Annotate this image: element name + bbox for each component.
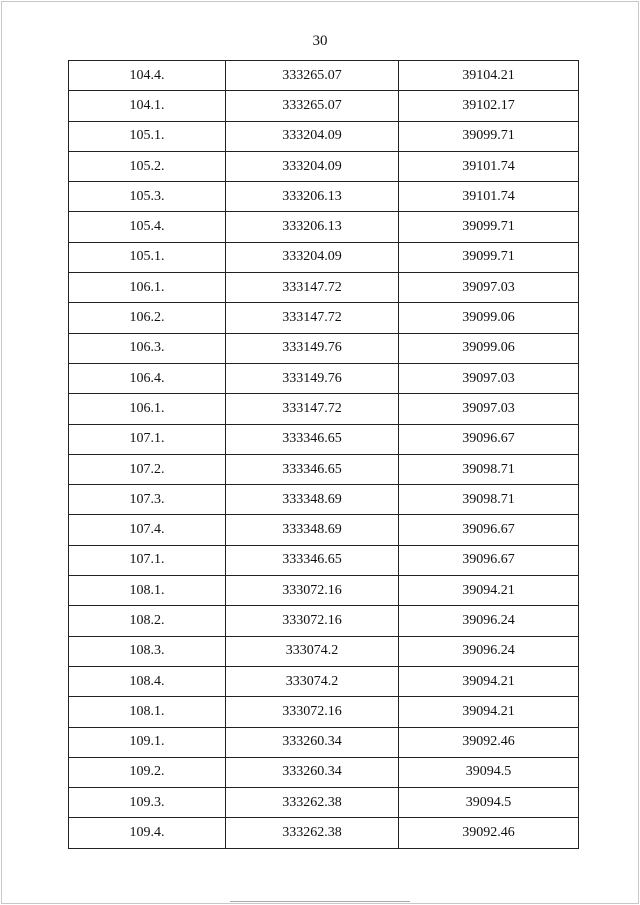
point-number-cell: 107.2.: [69, 454, 226, 484]
y-coordinate-cell: 39096.67: [399, 545, 579, 575]
x-coordinate-cell: 333348.69: [226, 485, 399, 515]
coordinates-table: [68, 60, 579, 849]
point-number-cell: 107.3.: [69, 485, 226, 515]
point-number-cell: 104.4.: [69, 61, 226, 91]
y-coordinate-cell: 39098.71: [399, 485, 579, 515]
x-coordinate-cell: 333206.13: [226, 212, 399, 242]
table-row: [69, 576, 579, 606]
table-row: [69, 666, 579, 696]
y-coordinate-cell: 39099.06: [399, 303, 579, 333]
point-number-cell: 108.1.: [69, 697, 226, 727]
point-number-cell: 108.3.: [69, 636, 226, 666]
point-number-cell: 105.1.: [69, 242, 226, 272]
x-coordinate-cell: 333074.2: [226, 666, 399, 696]
y-coordinate-cell: 39104.21: [399, 61, 579, 91]
point-number-cell: 108.4.: [69, 666, 226, 696]
x-coordinate-cell: 333072.16: [226, 576, 399, 606]
table-row: [69, 333, 579, 363]
y-coordinate-cell: 39098.71: [399, 454, 579, 484]
x-coordinate-cell: 333265.07: [226, 91, 399, 121]
table-row: [69, 121, 579, 151]
x-coordinate-cell: 333147.72: [226, 273, 399, 303]
table-row: [69, 273, 579, 303]
point-number-cell: 109.2.: [69, 757, 226, 787]
point-number-cell: 105.4.: [69, 212, 226, 242]
table-row: [69, 91, 579, 121]
table-row: [69, 212, 579, 242]
point-number-cell: 107.1.: [69, 545, 226, 575]
table-row: [69, 515, 579, 545]
y-coordinate-cell: 39094.21: [399, 576, 579, 606]
y-coordinate-cell: 39096.24: [399, 636, 579, 666]
x-coordinate-cell: 333147.72: [226, 394, 399, 424]
table-row: [69, 363, 579, 393]
x-coordinate-cell: 333260.34: [226, 757, 399, 787]
x-coordinate-cell: 333262.38: [226, 788, 399, 818]
y-coordinate-cell: 39099.71: [399, 242, 579, 272]
table-row: [69, 151, 579, 181]
y-coordinate-cell: 39096.24: [399, 606, 579, 636]
y-coordinate-cell: 39097.03: [399, 394, 579, 424]
table-row: [69, 303, 579, 333]
x-coordinate-cell: 333346.65: [226, 424, 399, 454]
x-coordinate-cell: 333206.13: [226, 182, 399, 212]
y-coordinate-cell: 39101.74: [399, 151, 579, 181]
table-row: [69, 545, 579, 575]
point-number-cell: 109.3.: [69, 788, 226, 818]
table-row: [69, 697, 579, 727]
page-number: 30: [312, 33, 328, 49]
x-coordinate-cell: 333204.09: [226, 151, 399, 181]
y-coordinate-cell: 39094.5: [399, 788, 579, 818]
bottom-rule: [230, 901, 410, 902]
x-coordinate-cell: 333149.76: [226, 333, 399, 363]
table-row: [69, 788, 579, 818]
point-number-cell: 109.1.: [69, 727, 226, 757]
point-number-cell: 106.1.: [69, 273, 226, 303]
table-row: [69, 485, 579, 515]
table-row: [69, 424, 579, 454]
y-coordinate-cell: 39099.71: [399, 212, 579, 242]
point-number-cell: 106.3.: [69, 333, 226, 363]
table-row: [69, 242, 579, 272]
point-number-cell: 107.4.: [69, 515, 226, 545]
point-number-cell: 105.1.: [69, 121, 226, 151]
point-number-cell: 105.3.: [69, 182, 226, 212]
x-coordinate-cell: 333204.09: [226, 121, 399, 151]
y-coordinate-cell: 39096.67: [399, 515, 579, 545]
x-coordinate-cell: 333265.07: [226, 61, 399, 91]
table-row: [69, 606, 579, 636]
table-row: [69, 182, 579, 212]
table-row: [69, 61, 579, 91]
y-coordinate-cell: 39092.46: [399, 818, 579, 848]
point-number-cell: 105.2.: [69, 151, 226, 181]
point-number-cell: 109.4.: [69, 818, 226, 848]
table-row: [69, 636, 579, 666]
x-coordinate-cell: 333260.34: [226, 727, 399, 757]
point-number-cell: 104.1.: [69, 91, 226, 121]
table-row: [69, 757, 579, 787]
x-coordinate-cell: 333348.69: [226, 515, 399, 545]
x-coordinate-cell: 333147.72: [226, 303, 399, 333]
point-number-cell: 107.1.: [69, 424, 226, 454]
x-coordinate-cell: 333262.38: [226, 818, 399, 848]
y-coordinate-cell: 39101.74: [399, 182, 579, 212]
y-coordinate-cell: 39094.5: [399, 757, 579, 787]
x-coordinate-cell: 333149.76: [226, 363, 399, 393]
y-coordinate-cell: 39094.21: [399, 666, 579, 696]
x-coordinate-cell: 333204.09: [226, 242, 399, 272]
x-coordinate-cell: 333346.65: [226, 545, 399, 575]
table-row: [69, 727, 579, 757]
point-number-cell: 108.1.: [69, 576, 226, 606]
y-coordinate-cell: 39099.71: [399, 121, 579, 151]
y-coordinate-cell: 39097.03: [399, 363, 579, 393]
table-row: [69, 818, 579, 848]
x-coordinate-cell: 333072.16: [226, 697, 399, 727]
x-coordinate-cell: 333072.16: [226, 606, 399, 636]
y-coordinate-cell: 39099.06: [399, 333, 579, 363]
y-coordinate-cell: 39094.21: [399, 697, 579, 727]
y-coordinate-cell: 39092.46: [399, 727, 579, 757]
table-row: [69, 394, 579, 424]
x-coordinate-cell: 333074.2: [226, 636, 399, 666]
y-coordinate-cell: 39102.17: [399, 91, 579, 121]
coordinates-table-body: [69, 61, 579, 849]
table-row: [69, 454, 579, 484]
point-number-cell: 106.2.: [69, 303, 226, 333]
point-number-cell: 106.1.: [69, 394, 226, 424]
point-number-cell: 108.2.: [69, 606, 226, 636]
point-number-cell: 106.4.: [69, 363, 226, 393]
x-coordinate-cell: 333346.65: [226, 454, 399, 484]
y-coordinate-cell: 39097.03: [399, 273, 579, 303]
y-coordinate-cell: 39096.67: [399, 424, 579, 454]
